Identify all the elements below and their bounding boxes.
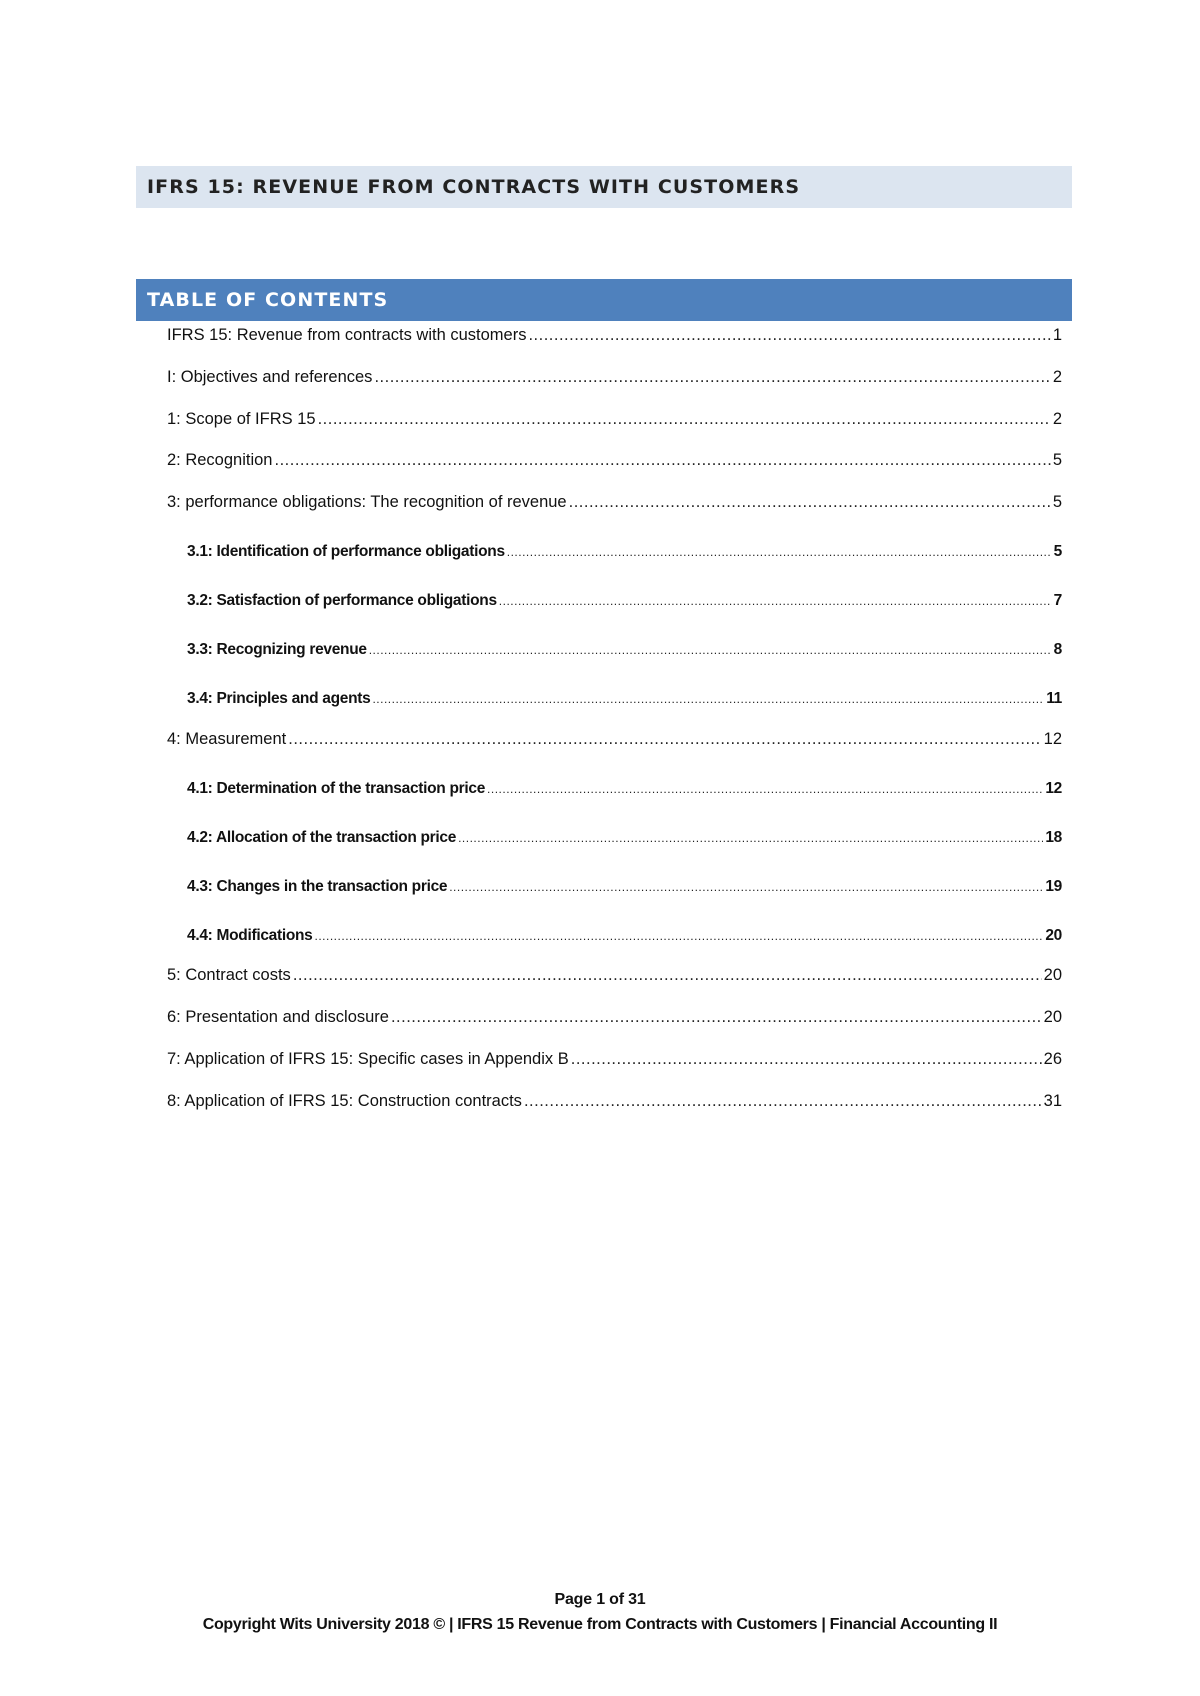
toc-entry-page: 5 (1052, 451, 1062, 469)
toc-dot-leader (369, 639, 1052, 661)
toc-dot-leader (458, 827, 1043, 849)
document-title: IFRS 15: REVENUE FROM CONTRACTS WITH CUSTOMERS (147, 176, 801, 198)
toc-dot-leader (288, 728, 1041, 750)
toc-header-bar (136, 279, 1072, 321)
toc-dot-leader (528, 324, 1050, 346)
footer-page-indicator: Page 1 of 31 (554, 1591, 646, 1608)
document-title-bar (136, 166, 1072, 208)
toc-dot-leader (275, 449, 1051, 471)
footer-copyright: Copyright Wits University 2018 © | IFRS 15 Revenue from Contracts with Customers | Financial Accounting II (202, 1616, 998, 1633)
toc-dot-leader (391, 1006, 1042, 1028)
toc-entry-label: I: Objectives and references (167, 368, 373, 386)
toc-entry-page: 7 (1053, 592, 1062, 609)
toc-dot-leader (507, 541, 1052, 563)
toc-subentry[interactable] (187, 639, 1062, 661)
toc-entry-label: 4.4: Modifications (187, 927, 313, 944)
toc-entry[interactable] (167, 491, 1062, 513)
toc-entry-page: 12 (1045, 780, 1062, 797)
toc-entry-page: 5 (1053, 543, 1062, 560)
toc-dot-leader (487, 778, 1043, 800)
toc-entry-page: 20 (1043, 1008, 1062, 1026)
toc-subentry[interactable] (187, 827, 1062, 849)
toc-entry-label: 4.3: Changes in the transaction price (187, 878, 448, 895)
toc-entry-label: 6: Presentation and disclosure (167, 1008, 389, 1026)
toc-entry-label: 3.4: Principles and agents (187, 690, 371, 707)
toc-entry-page: 12 (1043, 730, 1062, 748)
toc-entry-label: IFRS 15: Revenue from contracts with customers (167, 326, 527, 344)
toc-entry[interactable] (167, 1048, 1062, 1070)
toc-entry-label: 3.3: Recognizing revenue (187, 641, 367, 658)
toc-dot-leader (318, 408, 1051, 430)
toc-entry-page: 20 (1043, 966, 1062, 984)
toc-entry-label: 3.1: Identification of performance obligations (187, 543, 505, 560)
toc-dot-leader (569, 491, 1051, 513)
toc-entry[interactable] (167, 324, 1062, 346)
toc-entry-page: 8 (1053, 641, 1062, 658)
toc-entry-label: 2: Recognition (167, 451, 273, 469)
toc-dot-leader (372, 688, 1044, 710)
toc-entry-label: 5: Contract costs (167, 966, 291, 984)
toc-subentry[interactable] (187, 688, 1062, 710)
toc-heading: TABLE OF CONTENTS (147, 289, 389, 311)
toc-subentry[interactable] (187, 925, 1062, 947)
toc-entry-label: 3: performance obligations: The recognition of revenue (167, 493, 567, 511)
toc-entry-label: 3.2: Satisfaction of performance obligations (187, 592, 497, 609)
toc-entry[interactable] (167, 1090, 1062, 1112)
toc-dot-leader (374, 366, 1050, 388)
toc-entry-page: 20 (1045, 927, 1062, 944)
toc-entry-page: 31 (1043, 1092, 1062, 1110)
toc-dot-leader (315, 925, 1044, 947)
toc-entry-page: 18 (1045, 829, 1062, 846)
toc-dot-leader (499, 590, 1052, 612)
toc-entry-label: 4.1: Determination of the transaction price (187, 780, 486, 797)
toc-entry-page: 2 (1052, 410, 1062, 428)
toc-entry-page: 26 (1043, 1050, 1062, 1068)
toc-entry[interactable] (167, 366, 1062, 388)
toc-dot-leader (524, 1090, 1042, 1112)
toc-entry-page: 2 (1052, 368, 1062, 386)
toc-subentry[interactable] (187, 541, 1062, 563)
toc-subentry[interactable] (187, 876, 1062, 898)
toc-entry-page: 5 (1052, 493, 1062, 511)
toc-subentry[interactable] (187, 778, 1062, 800)
toc-entry[interactable] (167, 449, 1062, 471)
toc-dot-leader (293, 964, 1042, 986)
toc-entry[interactable] (167, 408, 1062, 430)
toc-entry-page: 1 (1052, 326, 1062, 344)
toc-entry[interactable] (167, 1006, 1062, 1028)
toc-entry-page: 11 (1046, 690, 1062, 707)
toc-subentry[interactable] (187, 590, 1062, 612)
toc-entry[interactable] (167, 728, 1062, 750)
toc-entry-page: 19 (1045, 878, 1062, 895)
toc-entry-label: 7: Application of IFRS 15: Specific cases in Appendix B (167, 1050, 569, 1068)
toc-dot-leader (449, 876, 1043, 898)
toc-entry-label: 8: Application of IFRS 15: Construction contracts (167, 1092, 522, 1110)
toc-dot-leader (571, 1048, 1042, 1070)
toc-entry[interactable] (167, 964, 1062, 986)
toc-entry-label: 4.2: Allocation of the transaction price (187, 829, 457, 846)
toc-entry-label: 1: Scope of IFRS 15 (167, 410, 316, 428)
toc-entry-label: 4: Measurement (167, 730, 287, 748)
